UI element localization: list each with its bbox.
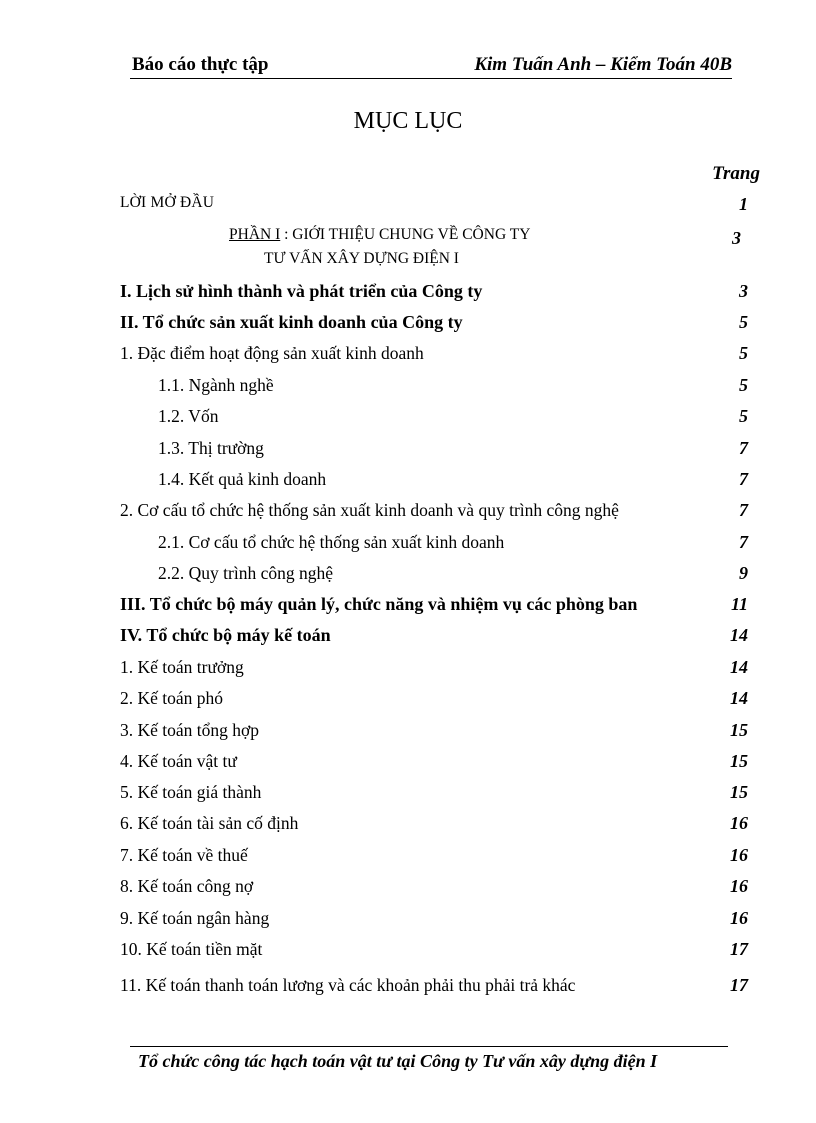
toc-entry-label: 1.4. Kết quả kinh doanh — [158, 469, 327, 489]
page-title: MỤC LỤC — [353, 108, 463, 134]
toc-entry[interactable] — [120, 975, 760, 1001]
toc-entry[interactable] — [120, 312, 760, 338]
page-column-label: Trang — [712, 163, 760, 184]
toc-entry-page: 16 — [730, 845, 748, 865]
toc-entry-label: 7. Kế toán về thuế — [120, 845, 248, 865]
toc-entry[interactable] — [120, 469, 760, 495]
toc-entry-label: 1.2. Vốn — [158, 406, 219, 426]
toc-entry-label: IV. Tổ chức bộ máy kế toán — [120, 625, 331, 645]
toc-entry-label: 8. Kế toán công nợ — [120, 876, 254, 896]
toc-entry[interactable] — [120, 657, 760, 683]
footer-report-subject: Tổ chức công tác hạch toán vật tư tại Công ty Tư vấn xây dựng điện I — [138, 1051, 658, 1071]
toc-entry-page: 7 — [739, 469, 748, 489]
toc-entry-label: 10. Kế toán tiền mặt — [120, 939, 263, 959]
part-heading-title: : GIỚI THIỆU CHUNG VỀ CÔNG TY — [280, 226, 531, 243]
toc-entry-page: 15 — [730, 751, 748, 771]
toc-entry-page: 17 — [730, 975, 748, 995]
toc-entry-page: 15 — [730, 782, 748, 802]
toc-entry[interactable] — [120, 500, 760, 526]
toc-entry[interactable] — [120, 563, 760, 589]
toc-entry-page: 15 — [730, 720, 748, 740]
toc-entry-page: 5 — [739, 312, 748, 332]
toc-entry[interactable] — [120, 281, 760, 307]
toc-entry-page: 14 — [730, 625, 748, 645]
toc-entry[interactable] — [120, 876, 760, 902]
toc-entry-label: I. Lịch sử hình thành và phát triển của Công ty — [120, 281, 483, 301]
toc-entry-label: 5. Kế toán giá thành — [120, 782, 262, 802]
toc-entry[interactable] — [120, 720, 760, 746]
toc-entry-page: 16 — [730, 908, 748, 928]
toc-entry-page: 14 — [730, 657, 748, 677]
toc-entry-label: III. Tổ chức bộ máy quản lý, chức năng và nhiệm vụ các phòng ban — [120, 594, 638, 614]
page-header — [130, 52, 732, 79]
toc-entry[interactable] — [120, 782, 760, 808]
header-author: Kim Tuấn Anh – Kiểm Toán 40B — [474, 54, 732, 75]
toc-part-heading[interactable] — [0, 226, 816, 276]
toc-entry-label: 1. Kế toán trưởng — [120, 657, 244, 677]
toc-entry-page: 1 — [739, 194, 748, 214]
toc-entry-page: 5 — [739, 406, 748, 426]
toc-entry-page: 7 — [739, 438, 748, 458]
toc-entry-page: 14 — [730, 688, 748, 708]
toc-entry-label: 1. Đặc điểm hoạt động sản xuất kinh doanh — [120, 343, 424, 363]
toc-entry[interactable] — [120, 939, 760, 965]
toc-entry[interactable] — [120, 532, 760, 558]
toc-entry-page: 5 — [739, 375, 748, 395]
toc-entry-page: 16 — [730, 876, 748, 896]
toc-entry-page: 17 — [730, 939, 748, 959]
toc-entry-page: 3 — [732, 228, 741, 248]
toc-entry-label: 11. Kế toán thanh toán lương và các khoản phải thu phải trả khác — [120, 975, 576, 995]
toc-entry-label: II. Tổ chức sản xuất kinh doanh của Công ty — [120, 312, 463, 332]
toc-entry[interactable] — [120, 438, 760, 464]
toc-entry[interactable] — [120, 343, 760, 369]
toc-entry-label: 4. Kế toán vật tư — [120, 751, 237, 771]
toc-entry[interactable] — [120, 751, 760, 777]
toc-entry-label: 1.3. Thị trường — [158, 438, 264, 458]
toc-entry-intro[interactable] — [120, 194, 760, 220]
toc-entry-label: 6. Kế toán tài sản cố định — [120, 813, 299, 833]
page-footer — [130, 1046, 728, 1071]
toc-entry-page: 11 — [730, 594, 748, 614]
toc-entry-page: 5 — [739, 343, 748, 363]
part-heading-prefix: PHẦN I — [229, 226, 281, 243]
toc-entry-page: 7 — [739, 532, 748, 552]
toc-entry[interactable] — [120, 813, 760, 839]
toc-entry[interactable] — [120, 406, 760, 432]
toc-entry-label: 2. Cơ cấu tổ chức hệ thống sản xuất kinh doanh và quy trình công nghệ — [120, 500, 619, 520]
toc-entry-page: 16 — [730, 813, 748, 833]
toc-entry[interactable] — [120, 625, 760, 651]
toc-entry[interactable] — [120, 594, 760, 620]
toc-entry-page: 7 — [739, 500, 748, 520]
toc-entry-label: LỜI MỞ ĐẦU — [120, 194, 215, 211]
toc-entry-label: 9. Kế toán ngân hàng — [120, 908, 270, 928]
toc-entry[interactable] — [120, 845, 760, 871]
toc-entry[interactable] — [120, 908, 760, 934]
toc-entry-label: 2. Kế toán phó — [120, 688, 224, 708]
part-heading-line2: TƯ VẤN XÂY DỰNG ĐIỆN I — [264, 250, 459, 267]
part-heading-line1 — [229, 226, 530, 244]
toc-entry-label: 1.1. Ngành nghề — [158, 375, 274, 395]
toc-entry-label: 2.1. Cơ cấu tổ chức hệ thống sản xuất kinh doanh — [158, 532, 505, 552]
toc-entry-label: 2.2. Quy trình công nghệ — [158, 563, 333, 583]
toc-entry-page: 9 — [739, 563, 748, 583]
toc-entry-page: 3 — [739, 281, 748, 301]
toc-entry-label: 3. Kế toán tổng hợp — [120, 720, 260, 740]
toc-entry[interactable] — [120, 688, 760, 714]
toc-entry[interactable] — [120, 375, 760, 401]
header-report-title: Báo cáo thực tập — [132, 54, 269, 75]
